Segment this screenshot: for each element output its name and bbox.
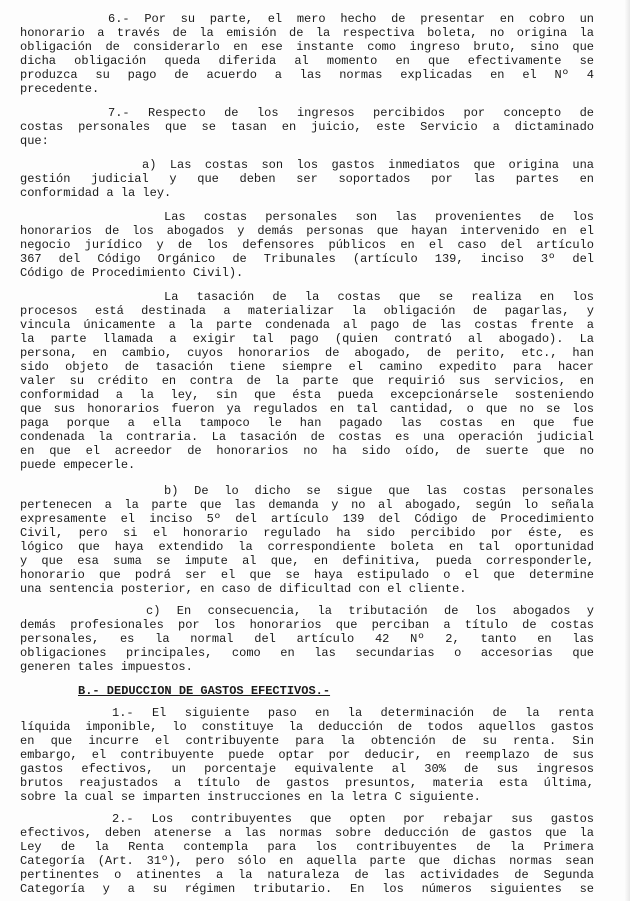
- paragraph-7-line: que:: [20, 134, 49, 148]
- tasacion-line: La tasación de la costas que se realiza en los: [164, 290, 594, 304]
- tasacion-line: paga porque a ella tampoco le han pagado las costas en que fue: [20, 416, 594, 430]
- section-b-point-1-line: en que incurre el contribuyente para la obtención de su renta. Sin: [20, 734, 594, 748]
- section-b-point-2-line: pertinentes o atinentes a la naturaleza de las actividades de Segunda: [20, 868, 594, 882]
- item-a-line: gestión judicial y que deben ser soportados por las partes en: [20, 172, 594, 186]
- item-c-line: demás profesionales por los honorarios que perciban a título de costas: [20, 618, 594, 632]
- section-b-point-2-line: Categoría (Art. 31º), pero sólo en aquella parte que dichas normas sean: [20, 854, 594, 868]
- tasacion-line: vincula únicamente a la parte condenada al pago de las costas frente a: [20, 318, 594, 332]
- paragraph-7-line: 7.- Respecto de los ingresos percibidos por concepto de: [108, 106, 594, 120]
- item-a-line: conformidad a la ley.: [20, 186, 172, 200]
- paragraph-6-line: obligación de considerarlo en ese instante como ingreso bruto, sino que: [20, 40, 594, 54]
- paragraph-6-line: dicha obligación queda diferida al momento en que efectivamente se: [20, 54, 594, 68]
- item-b-line: b) De lo dicho se sigue que las costas personales: [164, 484, 594, 498]
- section-b-point-2-line: Ley de la Renta contempla para los contribuyentes de la Primera: [20, 840, 594, 854]
- tasacion-line: condenada la contraria. La tasación de costas es una operación judicial: [20, 430, 594, 444]
- tasacion-line: en que el acreedor de honorarios no ha sido oído, de suerte que no: [20, 444, 594, 458]
- item-b-line: y que esa suma se impute al que, en definitiva, pueda corresponderle,: [20, 554, 594, 568]
- section-b-point-1-line: líquida imponible, lo constituye la deducción de todos aquellos gastos: [20, 720, 594, 734]
- paragraph-6-line: honorario a través de la emisión de la respectiva boleta, no origina la: [20, 26, 594, 40]
- tasacion-line: que sus honorarios fueron ya regulados en tal cantidad, o que no se los: [20, 402, 594, 416]
- section-b-point-1-line: 1.- El siguiente paso en la determinación de la renta: [112, 706, 594, 720]
- scan-edge-shadow: [624, 0, 630, 901]
- section-b-point-1-line: gastos efectivos, un porcentaje equivalente al 30% de sus ingresos: [20, 762, 594, 776]
- costas-personales-line: negocio jurídico y de los defensores públicos en el caso del artículo: [20, 238, 594, 252]
- tasacion-line: persona, en cambio, cuyos honorarios de abogado, de perito, etc., han: [20, 346, 594, 360]
- paragraph-7-line: costas personales que se tasan en juicio, este Servicio a dictaminado: [20, 120, 594, 134]
- section-b-point-1-line: brutos reajustados a título de gastos presuntos, materia esta última,: [20, 776, 594, 790]
- tasacion-line: procesos está destinada a materializar la obligación de pagarlas, y: [20, 304, 594, 318]
- item-c-line: obligaciones principales, como en las secundarias o accesorias que: [20, 646, 594, 660]
- section-b-point-1-line: sobre la cual se imparten instrucciones en la letra C siguiente.: [20, 790, 481, 804]
- item-c-line: generen tales impuestos.: [20, 660, 193, 674]
- tasacion-line: puede empecerle.: [20, 458, 136, 472]
- tasacion-line: conformidad a la ley, sin que ésta pueda excepcionársele sosteniendo: [20, 388, 594, 402]
- item-c-line: c) En consecuencia, la tributación de los abogados y: [146, 604, 594, 618]
- tasacion-line: sido objeto de tasación tiene siempre el camino expedito para hacer: [20, 360, 594, 374]
- section-b-point-2-line: Categoría y a su régimen tributario. En los números siguientes se: [20, 882, 594, 896]
- section-b-point-2-line: 2.- Los contribuyentes que opten por rebajar sus gastos: [112, 812, 594, 826]
- section-b-point-2-line: efectivos, deben atenerse a las normas sobre deducción de gastos que la: [20, 826, 594, 840]
- item-b-line: una sentencia posterior, en caso de dificultad con el cliente.: [20, 582, 467, 596]
- costas-personales-line: Código de Procedimiento Civil).: [20, 266, 244, 280]
- item-b-line: lógico que haya extendido la correspondiente boleta en tal oportunidad: [20, 540, 594, 554]
- costas-personales-line: Las costas personales son las provenientes de los: [164, 210, 594, 224]
- item-c-line: personales, es la normal del artículo 42 Nº 2, tanto en las: [20, 632, 594, 646]
- item-b-line: expresamente el inciso 5º del artículo 139 del Código de Procedimiento: [20, 512, 594, 526]
- item-b-line: honorario que podrá ser el que se haya estipulado o el que determine: [20, 568, 594, 582]
- paragraph-6-line: 6.- Por su parte, el mero hecho de presentar en cobro un: [108, 12, 594, 26]
- section-b-heading: B.- DEDUCCION DE GASTOS EFECTIVOS.-: [78, 684, 331, 698]
- costas-personales-line: honorarios de los abogados y demás personas que hayan intervenido en el: [20, 224, 594, 238]
- paragraph-6-line: precedente.: [20, 82, 100, 96]
- paragraph-6-line: produzca su pago de acuerdo a las normas explicadas en el Nº 4: [20, 68, 594, 82]
- costas-personales-line: 367 del Código Orgánico de Tribunales (artículo 139, inciso 3º del: [20, 252, 594, 266]
- item-b-line: Civil, pero si el honorario regulado ha sido percibido por éste, es: [20, 526, 594, 540]
- section-b-point-1-line: embargo, el contribuyente puede optar por deducir, en reemplazo de sus: [20, 748, 594, 762]
- item-b-line: pertenecen a la parte que las demanda y no al abogado, según lo señala: [20, 498, 594, 512]
- tasacion-line: valer su crédito en contra de la parte que requirió sus servicios, en: [20, 374, 594, 388]
- item-a-line: a) Las costas son los gastos inmediatos que origina una: [142, 158, 594, 172]
- tasacion-line: la parte llamada a exigir tal pago (quien contrató al abogado). La: [20, 332, 594, 346]
